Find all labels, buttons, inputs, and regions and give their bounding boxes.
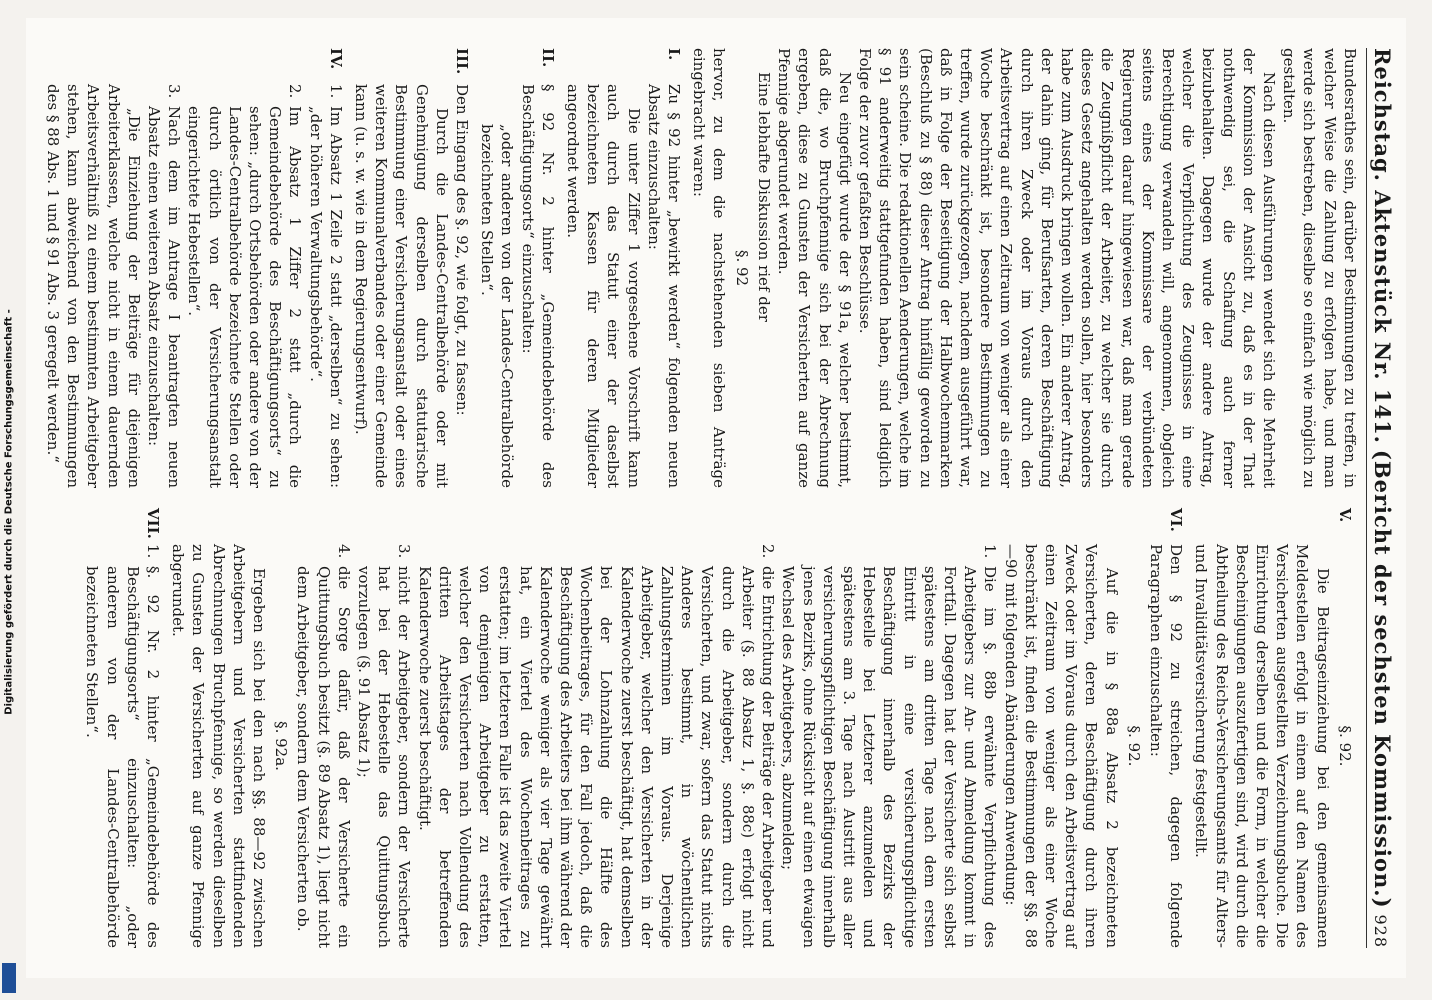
roman-numeral: II. bbox=[538, 48, 557, 68]
motion-VII bbox=[82, 508, 163, 948]
roman-numeral: IV. bbox=[326, 48, 345, 70]
list-item: 3. nicht der Arbeitgeber, sondern der Versicherte hat bei der Hebestelle das Quittungsbuch vorzulegen (§. 91 Absatz 1); bbox=[355, 544, 414, 948]
right-column bbox=[82, 508, 1360, 948]
section-heading: §. 92 bbox=[732, 249, 751, 287]
paragraph: Eine lebhafte Diskussion rief der bbox=[754, 72, 773, 322]
motion-text: Den Eingang des §. 92, wie folgt, zu fassen: bbox=[453, 84, 472, 416]
paragraph: Ergeben sich bei den nach §§. 88—92 zwischen Arbeitgebern und Versicherten stattfindenden Abrechnungen Bruchpfennige, so werden dieselben zu Gunsten der Versicherten auf ganze Pfennige abgerundet. bbox=[169, 544, 269, 948]
list-item: 4. die Sorge dafür, daß der Versicherte ein Quittungsbuch besitzt (§. 89 Absatz 1), liegt nicht dem Arbeitgeber, sondern dem Versicherten ob. bbox=[294, 544, 353, 948]
list-item: 3. Nach dem im Antrage I beantragten neuen Absatz einen weiteren Absatz einzuschalten: bbox=[145, 84, 184, 488]
motion-text: § 92 Nr. 2 hinter „Gemeindebehörde des Beschäftigungsorts“ einzuschalten: bbox=[518, 84, 557, 488]
header-commission: (Bericht der sechsten Kommission.) bbox=[1370, 449, 1395, 909]
roman-numeral: III. bbox=[453, 48, 472, 75]
document-page bbox=[26, 18, 1406, 978]
motion-text: Die Beitragseinziehung bei den gemeinsamen Meldestellen erfolgt in einem auf den Namen des Versicherten ausgestellten Verzeichnungsbuche. Die Einrichtung derselben und die Form, in welcher die Bescheinigungen auszufertigen sind, wird durch die Abtheilung des Reichs-Versicherungsamts für Alters- und Invaliditätsversicherung festgestellt. bbox=[1192, 544, 1332, 948]
motion-I bbox=[563, 48, 684, 488]
motion-II bbox=[477, 48, 558, 488]
motion-quote: „Die Einziehung der Beiträge für diejenigen Arbeiterklassen, welche nicht in einem dauernden Arbeitsverhältniß zu einem bestimmten Arbeitgeber stehen, kann abweichend von den Bestimmungen des § 88 Abs. 1 und § 91 Abs. 3 geregelt werden.“ bbox=[44, 84, 143, 488]
list-item: 2. Im Absatz 1 Ziffer 2 statt „durch die Gemeindebehörde des Beschäftigungsorts“ zu sehen: „durch Ortsbehörden oder andere von der Landes-Centralbehörde bezeichnete Stellen oder durch örtlich von der Versicherungsanstalt eingerichtete Hebestellen“. bbox=[185, 84, 305, 488]
footer-text: Digitalisierung gefördert durch die Deutsche Forschungsgemeinschaft - bbox=[3, 309, 15, 715]
dfg-logo bbox=[2, 963, 16, 993]
motion-text: Den § 92 zu streichen, dagegen folgende Paragraphen einzuschalten: bbox=[1146, 544, 1186, 948]
paragraph: Nach diesen Ausführungen wendet sich die Mehrheit der Kommission der Ansicht zu, daß es in der That nothwendig sei, die Schaffung auch ferner beizubehalten. Dagegen wurde der andere Antrag, welcher die Verpflichtung des Zeugnisses in eine Berechtigung verwandeln will, angenommen, obgleich seitens eines der Kommissare der verbündeten Regierungen darauf hingewiesen war, daß man gerade die Zeugnißpflicht der Arbeiter, zu welcher sie durch dieses Gesetz angehalten werden sollen, hier besonders habe zum Ausdruck bringen wollen. Ein anderer Antrag, der dahin ging, für Berufsarten, deren Beschäftigung durch ihren Zweck oder im Voraus durch den Arbeitsvertrag auf einen Zeitraum von weniger als einer Woche beschränkt ist, besondere Bestimmungen zu treffen, wurde zurückgezogen, nachdem ausgeführt war, daß in Folge der Beseitigung der Halbwochenmarken (Beschluß zu § 88) dieser Antrag hinfällig geworden zu sein scheine. Die redaktionellen Aenderungen, welche im § 91 anderweitig stattgefunden haben, sind lediglich Folge der zuvor gefaßten Beschlüsse. bbox=[855, 48, 1278, 488]
roman-numeral: V. bbox=[1335, 508, 1354, 523]
paragraph: Auf die in § 88a Absatz 2 bezeichneten Versicherten, deren Beschäftigung durch ihren Zweck oder im Voraus durch den Arbeitsvertrag auf einen Zeitraum von weniger als einer Woche beschränkt ist, finden die Bestimmungen der §§. 88—90 mit folgenden Abänderungen Anwendung: bbox=[1001, 544, 1121, 948]
roman-numeral: VII. bbox=[144, 508, 163, 539]
motion-quote: Die unter Ziffer 1 vorgesehene Vorschrift kann auch durch das Statut einer der daselbst bezeichneten Kassen für deren Mitglieder angeordnet werden. bbox=[564, 84, 643, 488]
motion-quote: Durch die Landes-Centralbehörde oder mit Genehmigung derselben durch statutarische Bestimmung einer Versicherungsanstalt oder eines weiteren Kommunalverbandes oder einer Gemeinde kann (u. s. w. wie in dem Regierungsentwurf). bbox=[352, 84, 451, 488]
motion-quote: „oder anderen von der Landes-Centralbehörde bezeichneten Stellen“. bbox=[478, 124, 517, 488]
section-heading: §. 92. bbox=[1335, 725, 1354, 767]
section-heading: §. 92a. bbox=[272, 721, 291, 771]
left-column bbox=[43, 48, 1360, 488]
digitization-footer bbox=[0, 0, 18, 1000]
list-item: 1. §. 92 Nr. 2 hinter „Gemeindebehörde des Beschäftigungsorts“ einzuschalten: „oder anderen von der Landes-Centralbehörde bezeichneten Stellen“. bbox=[83, 544, 163, 948]
list-item: 1. Die im §. 88b erwähnte Verpflichtung des Arbeitgebers zur An- und Abmeldung kommt in Fortfall. Dagegen hat der Versicherte sich selbst spätestens am dritten Tage nach dem ersten Eintritt in eine versicherungspflichtige Beschäftigung innerhalb des Bezirks der Hebestelle bei Letzterer anzumelden und spätestens am 3. Tage nach Austritt aus aller versicherungspflichtigen Beschäftigung innerhalb jenes Bezirks, ohne Rücksicht auf einen etwaigen Wechsel des Arbeitgebers, abzumelden; bbox=[779, 544, 1000, 948]
header-title: Reichstag. Aktenstück Nr. 141. bbox=[1370, 48, 1395, 444]
motion-VI bbox=[168, 508, 1186, 948]
motion-V bbox=[1191, 508, 1355, 948]
roman-numeral: I. bbox=[665, 48, 684, 61]
paragraph: Neu eingefügt wurde der § 91a, welcher bestimmt, daß die, wo Bruchpfennige sich bei der Abrechnung ergeben, diese zu Gunsten der Versicherten auf ganze Pfennige abgerundet werden. bbox=[775, 48, 854, 488]
list-item: 1. Im Absatz 1 Zeile 2 statt „derselben“ zu sehen: „der höheren Verwaltungsbehörde“. bbox=[306, 84, 345, 488]
motion-IV bbox=[43, 48, 346, 488]
list-item: 2. die Entrichtung der Beiträge der Arbeitgeber und Arbeiter (§. 88 Absatz 1, §. 88c) erfolgt nicht durch die Arbeitgeber, sondern durch die Versicherten, und zwar, sofern das Statut nichts Anderes bestimmt, in wöchentlichen Zahlungsterminen im Voraus. Derjenige Arbeitgeber, welcher den Versicherten in der Kalenderwoche zuerst beschäftigt, hat demselben bei der Lohnzahlung die Hälfte des Wochenbeitrages, für den Fall jedoch, daß die Beschäftigung des Arbeiters bei ihm während der Kalenderwoche weniger als vier Tage gewährt hat, ein Viertel des Wochenbeitrages zu erstatten; im letzteren Falle ist das zweite Viertel von demjenigen Arbeitgeber zu erstatten, welcher den Versicherten nach Vollendung des dritten Arbeitstages der betreffenden Kalenderwoche zuerst beschäftigt. bbox=[415, 544, 778, 948]
roman-numeral: VI. bbox=[1167, 508, 1186, 532]
paragraph: hervor, zu dem die nachstehenden sieben Anträge eingebracht waren: bbox=[690, 48, 729, 488]
motion-text: Zu § 92 hinter „bewirkt werden“ folgenden neuen Absatz einzuschalten: bbox=[644, 84, 684, 488]
section-heading: §. 92. bbox=[1124, 725, 1143, 767]
motion-III bbox=[351, 48, 472, 488]
page-header bbox=[1366, 48, 1395, 948]
page-number: 928 bbox=[1371, 914, 1390, 948]
paragraph: Bundesrathes sein, darüber Bestimmungen zu treffen, in welcher Weise die Zahlung zu erfolgen habe, und man werde sich bestreben, dieselbe so einfach wie möglich zu gestalten. bbox=[1280, 48, 1359, 488]
